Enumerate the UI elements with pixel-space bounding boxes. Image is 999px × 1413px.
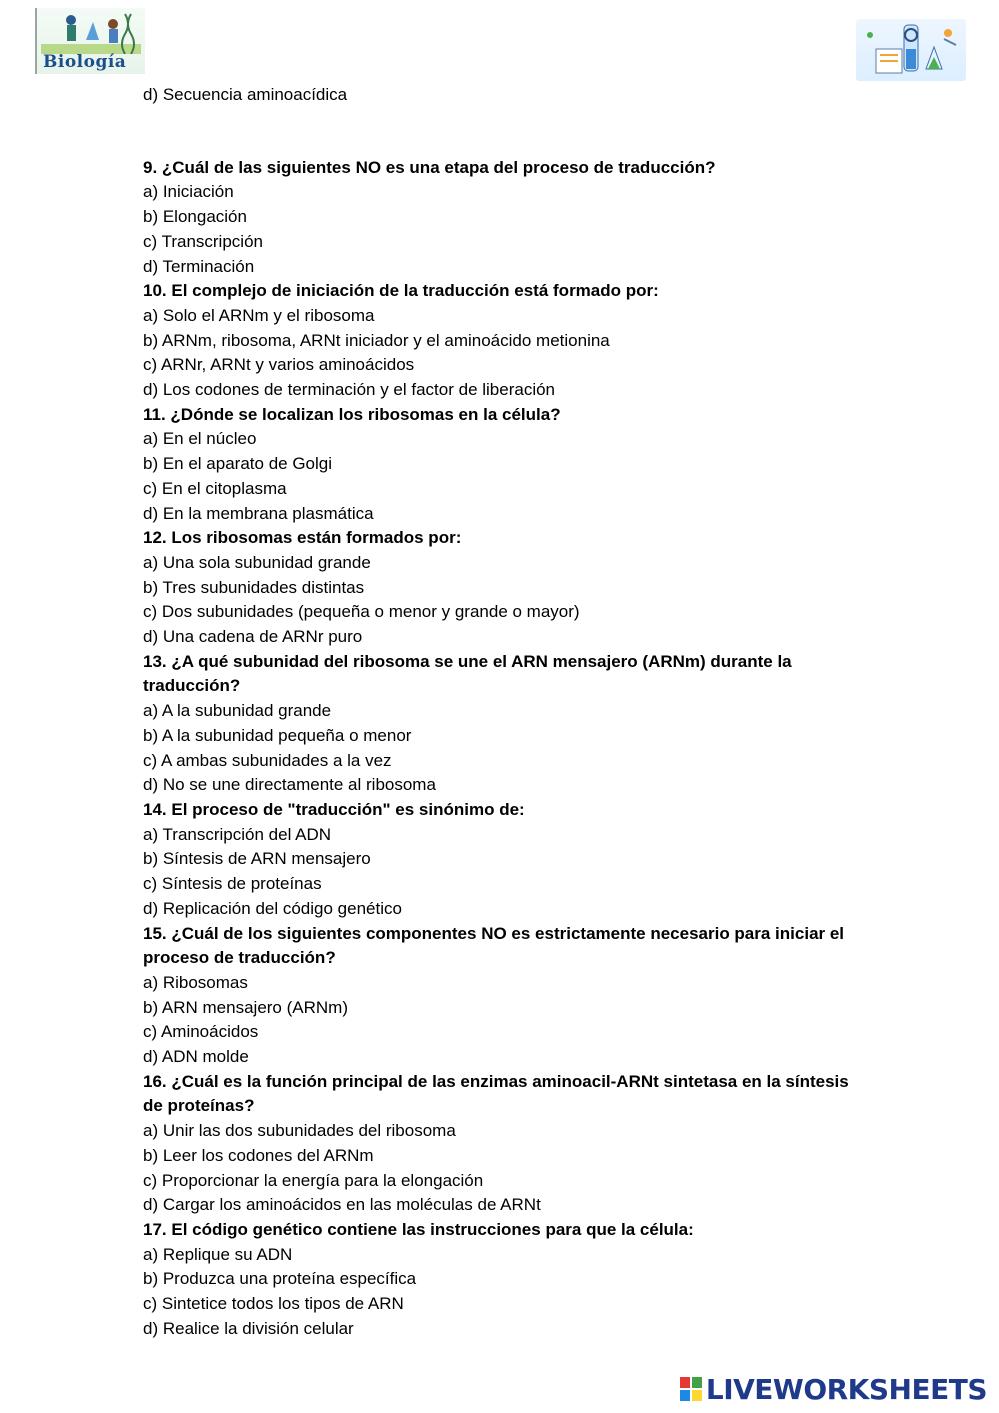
answer-option[interactable]: c) Aminoácidos	[143, 1022, 259, 1042]
answer-option[interactable]: b) Tres subunidades distintas	[143, 577, 365, 597]
answer-option[interactable]: a) Ribosomas	[143, 972, 248, 992]
answer-option[interactable]: d) No se une directamente al ribosoma	[143, 775, 436, 795]
answer-option[interactable]: c) Transcripción	[143, 231, 263, 251]
answer-option[interactable]: b) A la subunidad pequeña o menor	[143, 725, 412, 745]
answer-option[interactable]: d) En la membrana plasmática	[143, 503, 374, 523]
scientists-lab-icon	[41, 10, 141, 54]
answer-option[interactable]: c) Síntesis de proteínas	[143, 874, 322, 894]
answer-option[interactable]: a) Replique su ADN	[143, 1244, 293, 1264]
answer-option[interactable]: d) Replicación del código genético	[143, 898, 402, 918]
liveworksheets-footer	[680, 1372, 987, 1406]
answer-option[interactable]: d) Cargar los aminoácidos en las moléculas de ARNt	[143, 1195, 541, 1215]
answer-option[interactable]: c) En el citoplasma	[143, 478, 287, 498]
question-text: 16. ¿Cuál es la función principal de las enzimas aminoacil-ARNt sintetasa en la síntesis de proteínas?	[143, 1071, 849, 1116]
answer-option[interactable]: b) Elongación	[143, 207, 247, 227]
answer-option[interactable]: b) En el aparato de Golgi	[143, 454, 333, 474]
question-text: 15. ¿Cuál de los siguientes componentes NO es estrictamente necesario para iniciar el proceso de traducción?	[143, 923, 845, 968]
answer-option[interactable]: a) En el núcleo	[143, 429, 257, 449]
answer-option[interactable]: c) Sintetice todos los tipos de ARN	[143, 1294, 404, 1314]
liveworksheets-logo-icon	[680, 1377, 702, 1401]
answer-option[interactable]: a) Iniciación	[143, 182, 234, 202]
answer-option[interactable]: a) Unir las dos subunidades del ribosoma	[143, 1121, 456, 1141]
worksheet-questions	[143, 83, 863, 1341]
answer-option[interactable]: b) ARNm, ribosoma, ARNt iniciador y el aminoácido metionina	[143, 330, 610, 350]
answer-option[interactable]: a) Solo el ARNm y el ribosoma	[143, 305, 375, 325]
answer-option[interactable]: b) Síntesis de ARN mensajero	[143, 849, 371, 869]
answer-option[interactable]: d) Realice la división celular	[143, 1318, 354, 1338]
science-lab-icon	[856, 19, 966, 81]
answer-option[interactable]: d) Terminación	[143, 256, 255, 276]
question-text: 11. ¿Dónde se localizan los ribosomas en la célula?	[143, 404, 561, 424]
liveworksheets-brand[interactable]: LIVEWORKSHEETS	[705, 1372, 987, 1406]
question-text: 17. El código genético contiene las instrucciones para que la célula:	[143, 1219, 694, 1239]
biologia-logo-text: Biología	[43, 52, 127, 72]
answer-option[interactable]: c) A ambas subunidades a la vez	[143, 750, 392, 770]
answer-option[interactable]: d) Secuencia aminoacídica	[143, 85, 348, 104]
answer-option[interactable]: d) Una cadena de ARNr puro	[143, 627, 363, 647]
answer-option[interactable]: c) Proporcionar la energía para la elongación	[143, 1170, 484, 1190]
biologia-logo	[35, 8, 145, 74]
question-text: 12. Los ribosomas están formados por:	[143, 528, 462, 548]
answer-option[interactable]: c) ARNr, ARNt y varios aminoácidos	[143, 355, 415, 375]
answer-option[interactable]: a) Una sola subunidad grande	[143, 552, 371, 572]
answer-option[interactable]: b) Leer los codones del ARNm	[143, 1145, 374, 1165]
answer-option[interactable]: c) Dos subunidades (pequeña o menor y grande o mayor)	[143, 602, 580, 622]
answer-option[interactable]: d) Los codones de terminación y el factor de liberación	[143, 380, 556, 400]
answer-option[interactable]: b) Produzca una proteína específica	[143, 1269, 417, 1289]
science-lab-illustration	[856, 19, 966, 81]
question-text: 9. ¿Cuál de las siguientes NO es una etapa del proceso de traducción?	[143, 157, 716, 177]
section-spacer	[143, 108, 863, 156]
answer-option[interactable]: b) ARN mensajero (ARNm)	[143, 997, 348, 1017]
answer-option[interactable]: a) A la subunidad grande	[143, 701, 332, 721]
question-text: 13. ¿A qué subunidad del ribosoma se une el ARN mensajero (ARNm) durante la traducción?	[143, 651, 792, 696]
answer-option[interactable]: d) ADN molde	[143, 1047, 249, 1067]
question-text: 14. El proceso de "traducción" es sinónimo de:	[143, 799, 525, 819]
question-text: 10. El complejo de iniciación de la traducción está formado por:	[143, 281, 659, 301]
answer-option[interactable]: a) Transcripción del ADN	[143, 824, 332, 844]
